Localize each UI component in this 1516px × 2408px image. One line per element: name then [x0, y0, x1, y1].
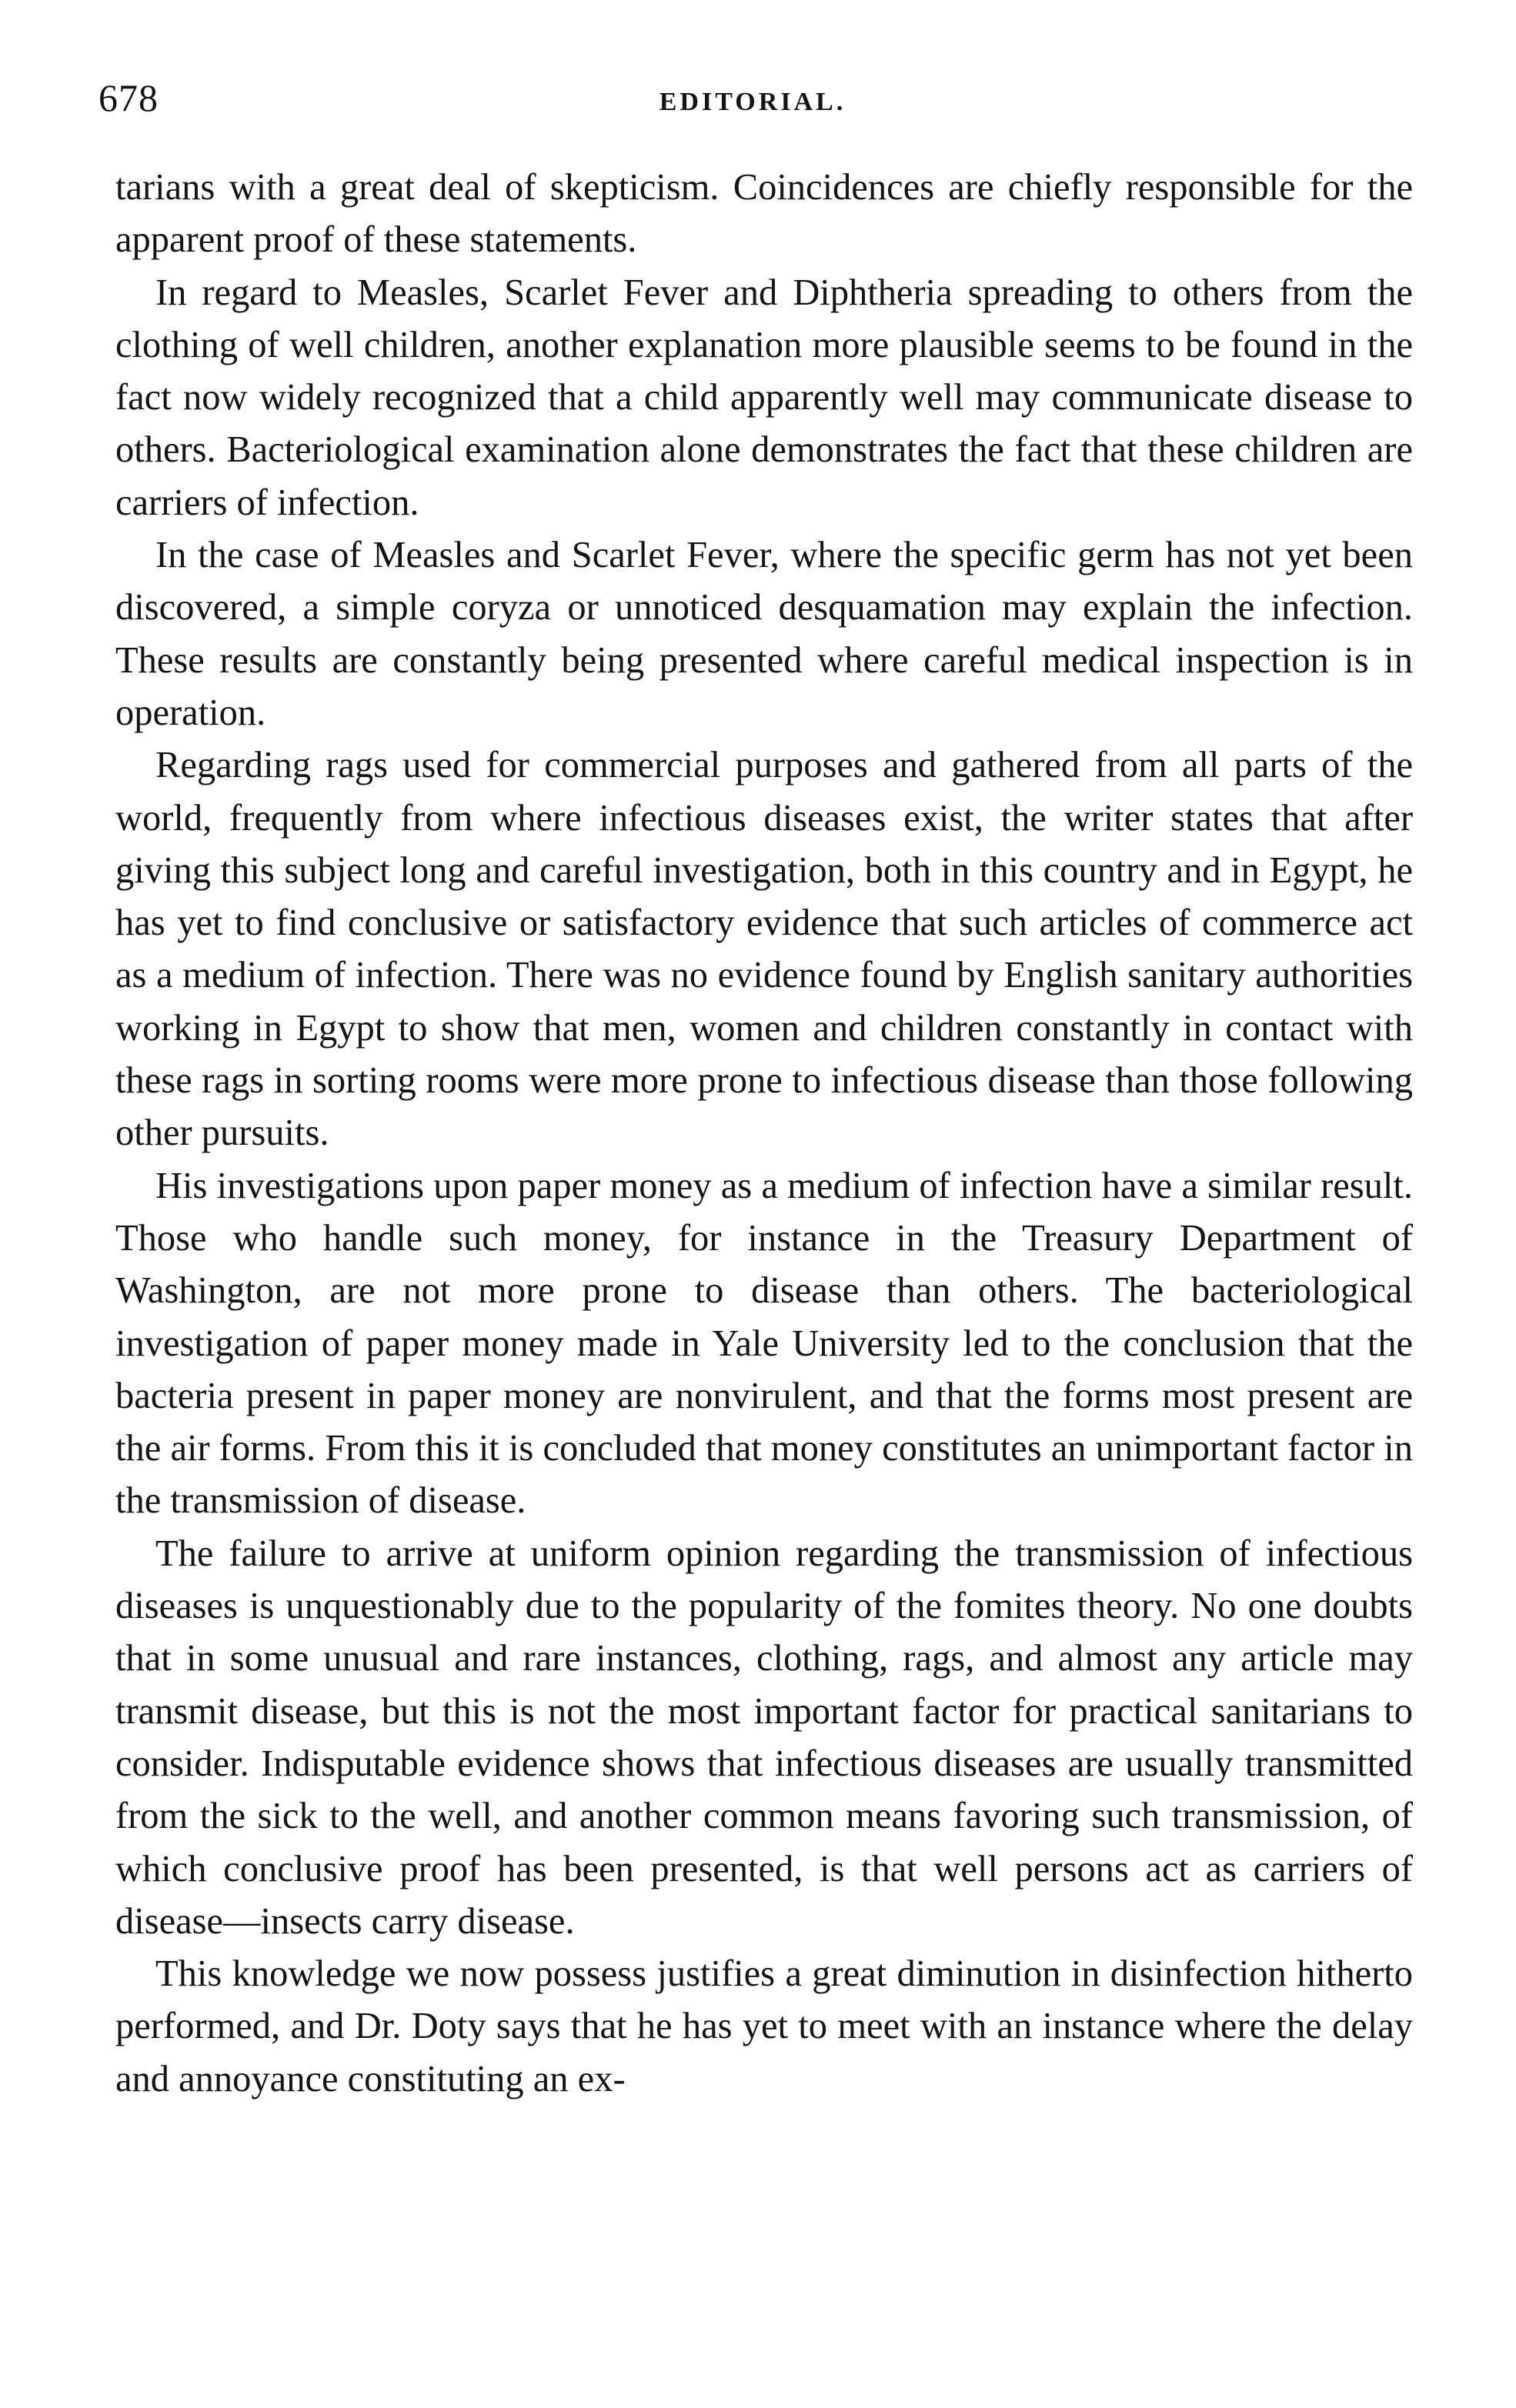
editorial-text — [115, 162, 1413, 2106]
page-number: 678 — [99, 76, 159, 119]
paragraph-fomites-theory: The failure to arrive at uniform opinion regarding the transmission of infectious diseases is unquestionably due to the popularity of the fomites theory. No one doubts that in some unusual and rare instances, clothing, rags, and almost any article may transmit disease, but this is not the most important factor for practical sanitarians to consider. Indisputable evidence shows that infectious diseases are usually transmitted from the sick to the well, and another common means favoring such transmission, of which conclusive proof has been presented, is that well persons act as carriers of disease—insects carry disease. — [115, 1533, 1413, 1942]
running-title: EDITORIAL. — [659, 88, 846, 116]
paragraph-skepticism: tarians with a great deal of skepticism. Coincidences are chiefly responsible for the apparent proof of these statements. — [115, 167, 1413, 261]
paragraph-rags: Regarding rags used for commercial purposes and gathered from all parts of the world, frequently from where infectious diseases exist, the writer states that after giving this subject long and careful investigation, both in this country and in Egypt, he has yet to find conclusive or satisfactory evidence that such articles of commerce act as a medium of infection. There was no evidence found by English sanitary authorities working in Egypt to show that men, women and children constantly in contact with these rags in sorting rooms were more prone to infectious disease than those following other pursuits. — [115, 745, 1413, 1154]
paragraph-disinfection: This knowledge we now possess justifies a great diminution in disinfection hitherto performed, and Dr. Doty says that he has yet to meet with an instance where the delay and annoyance constituting an ex- — [115, 1953, 1413, 2099]
paragraph-measles-clothing: In regard to Measles, Scarlet Fever and Diphtheria spreading to others from the clothing of well children, another explanation more plausible seems to be found in the fact now widely recognized that a child apparently well may communicate disease to others. Bacteriological examination alone demonstrates the fact that these children are carriers of infection. — [115, 272, 1413, 523]
paragraph-paper-money: His investigations upon paper money as a medium of infection have a similar result. Those who handle such money, for instance in the Treasury Department of Washington, are not more prone to disease than others. The bacteriological investigation of paper money made in Yale University led to the conclusion that the bacteria present in paper money are nonvirulent, and that the forms most present are the air forms. From this it is concluded that money constitutes an unimportant factor in the transmission of disease. — [115, 1165, 1413, 1522]
running-head — [99, 71, 1407, 125]
paragraph-measles-scarlet-fever: In the case of Measles and Scarlet Fever, where the specific germ has not yet been discovered, a simple coryza or unnoticed desquamation may explain the infection. These results are constantly being presented where careful medical inspection is in operation. — [115, 535, 1413, 733]
